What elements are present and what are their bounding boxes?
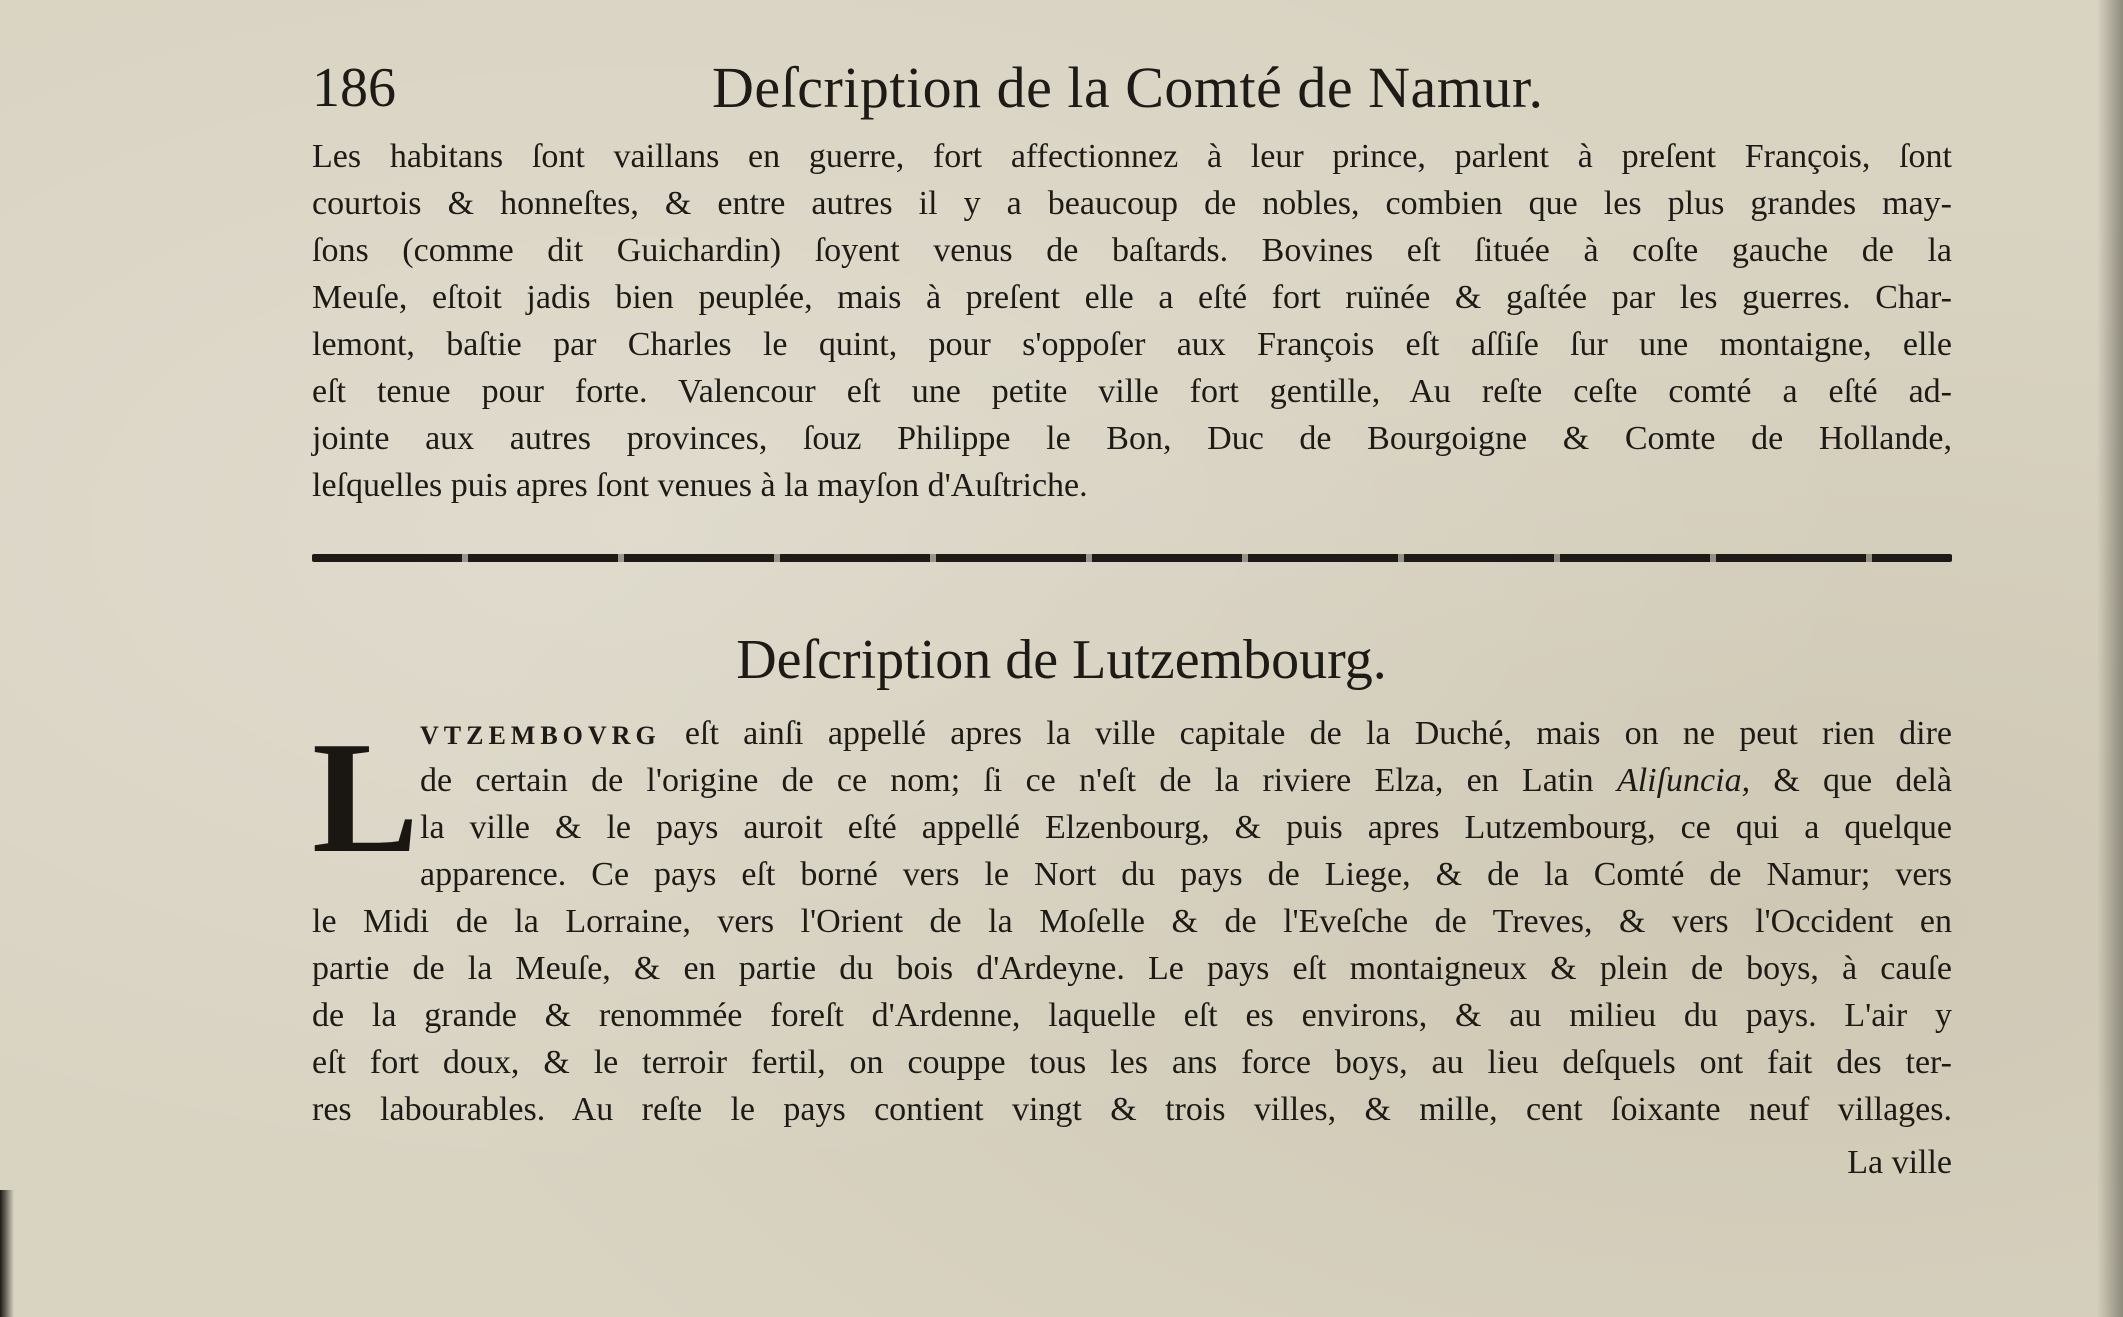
page-number: 186	[312, 57, 396, 119]
section-divider-rule	[312, 554, 1952, 562]
text-fragment: eſt ainſi appellé apres la ville capitale de la Duché, mais on ne peut rien dire	[660, 715, 1952, 752]
text-fragment: de certain de l'origine de ce nom; ſi ce n'eſt de la riviere Elza, en Latin	[420, 762, 1617, 799]
text-line: jointe aux autres provinces, ſouz Philippe le Bon, Duc de Bourgoigne & Comte de Hollande,	[312, 420, 1952, 457]
text-line: lemont, baſtie par Charles le quint, pour s'oppoſer aux François eſt aſſiſe ſur une montaigne, elle	[312, 326, 1952, 363]
lutzembourg-paragraph-indented	[420, 710, 1952, 898]
namur-paragraph	[312, 133, 1952, 509]
text-line: la ville & le pays auroit eſté appellé Elzenbourg, & puis apres Lutzembourg, ce qui a quelque	[420, 809, 1952, 846]
text-line	[420, 757, 1952, 804]
first-word-smallcaps: VTZEMBOVRG	[420, 721, 661, 750]
text-line: le Midi de la Lorraine, vers l'Orient de la Moſelle & de l'Eveſche de Treves, & vers l'Occident en	[312, 903, 1952, 940]
text-line: de la grande & renommée foreſt d'Ardenne, laquelle eſt es environs, & au milieu du pays. L'air y	[312, 997, 1952, 1034]
page-shadow-left	[0, 1190, 14, 1317]
text-line: courtois & honneſtes, & entre autres il y a beaucoup de nobles, combien que les plus grandes may-	[312, 185, 1952, 222]
text-line	[420, 710, 1952, 757]
running-head: Deſcription de la Comté de Namur.	[712, 55, 1544, 120]
text-line: res labourables. Au reſte le pays contient vingt & trois villes, & mille, cent ſoixante neuf villages.	[312, 1091, 1952, 1128]
text-line: eſt fort doux, & le terroir fertil, on couppe tous les ans force boys, au lieu deſquels ont fait des ter-	[312, 1044, 1952, 1081]
drop-cap: L	[312, 708, 419, 886]
text-line: eſt tenue pour forte. Valencour eſt une petite ville fort gentille, Au reſte ceſte comté a eſté ad-	[312, 373, 1952, 410]
text-fragment: & que delà	[1750, 762, 1952, 799]
text-line: partie de la Meuſe, & en partie du bois d'Ardeyne. Le pays eſt montaigneux & plein de boys, à cauſe	[312, 950, 1952, 987]
page-header	[312, 52, 1952, 132]
section-title: Deſcription de Lutzembourg.	[736, 629, 1387, 691]
text-line: Meuſe, eſtoit jadis bien peuplée, mais à preſent elle a eſté fort ruïnée & gaſtée par les guerres. Char-	[312, 279, 1952, 316]
catchword: La ville	[1847, 1144, 1952, 1181]
text-line: ſons (comme dit Guichardin) ſoyent venus de baſtards. Bovines eſt ſituée à coſte gauche de la	[312, 232, 1952, 269]
text-line: apparence. Ce pays eſt borné vers le Nort du pays de Liege, & de la Comté de Namur; vers	[420, 856, 1952, 893]
latin-italic-word: Aliſuncia,	[1616, 762, 1751, 799]
lutzembourg-paragraph	[312, 898, 1952, 1133]
text-line: Les habitans ſont vaillans en guerre, fort affectionnez à leur prince, parlent à preſent François, ſont	[312, 138, 1952, 175]
text-line: leſquelles puis apres ſont venues à la mayſon d'Auſtriche.	[312, 467, 1088, 504]
